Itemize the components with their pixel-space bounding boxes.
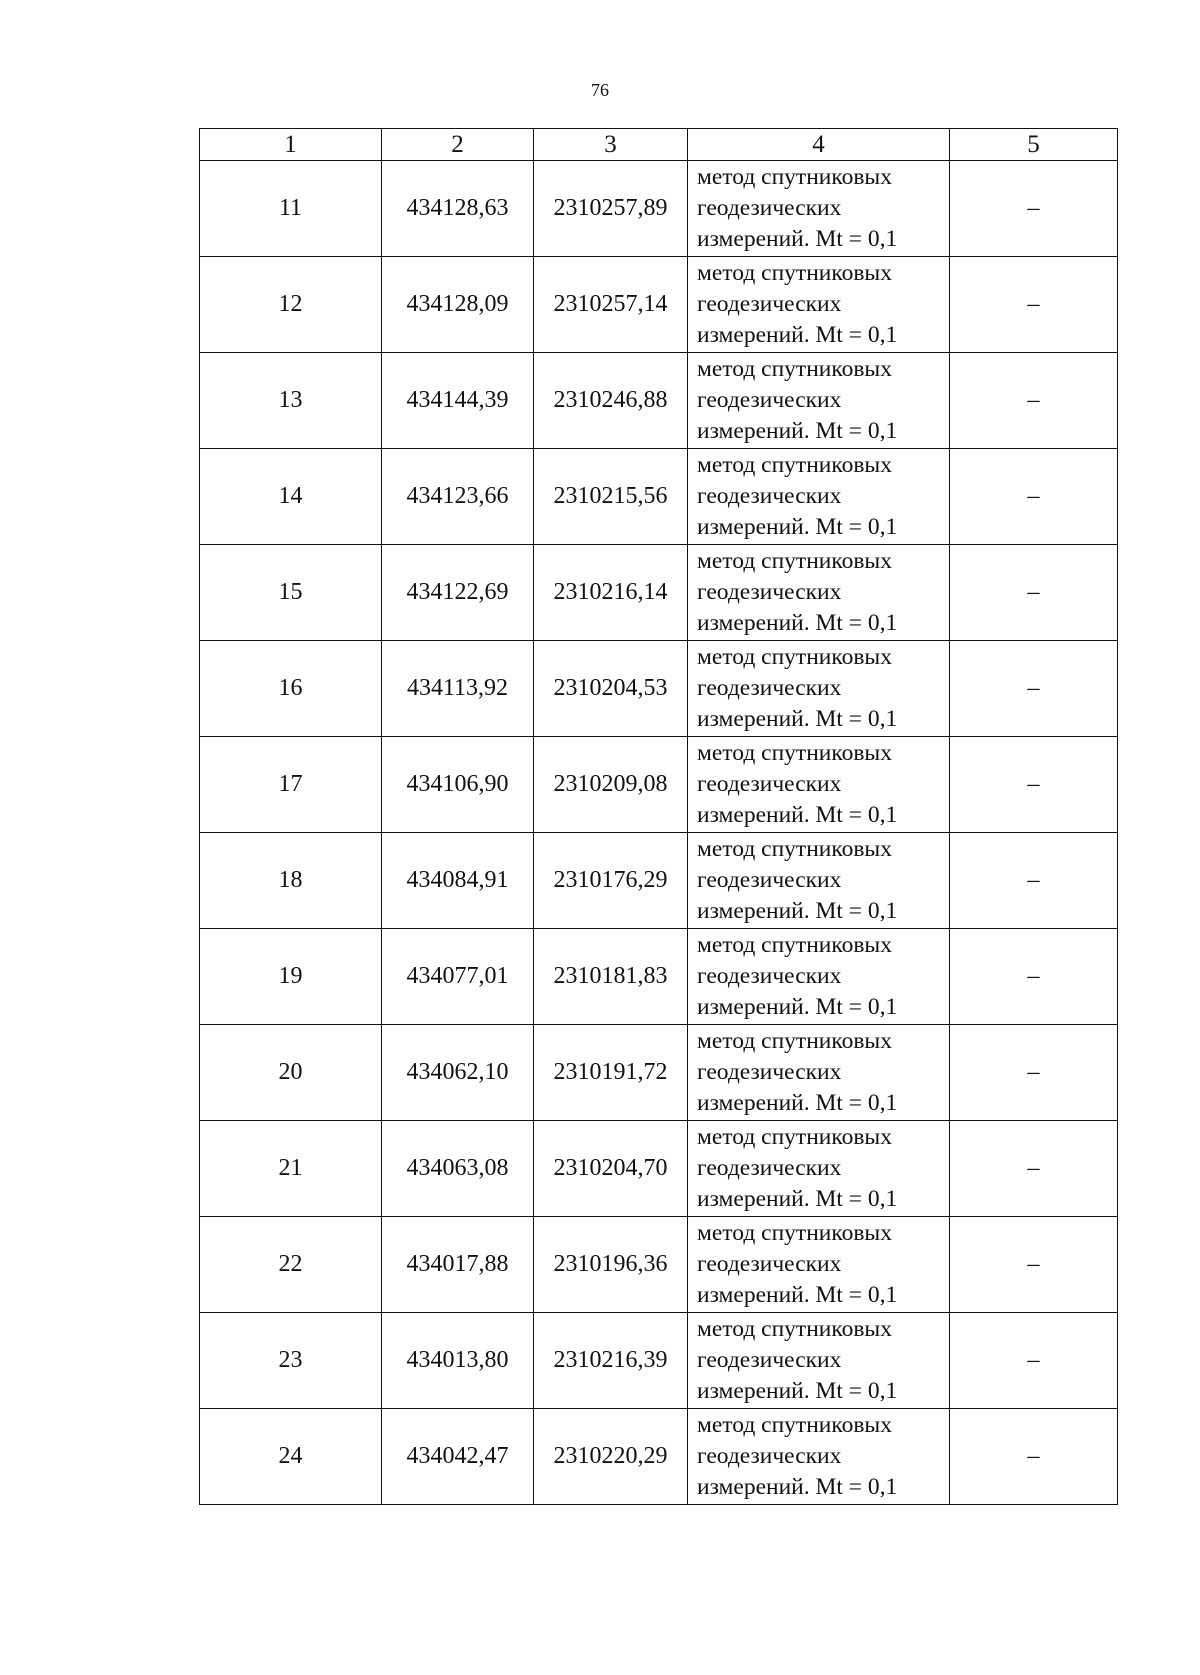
method-line: измерений. Mt = 0,1 [697,1378,898,1404]
method-line: метод спутниковых [697,1028,892,1054]
point-number-cell: 24 [200,1409,382,1505]
method-line: метод спутниковых [697,164,892,190]
x-coordinate-cell: 434042,47 [382,1409,534,1505]
x-coordinate-cell: 434128,09 [382,257,534,353]
column-header-5: 5 [950,129,1118,161]
method-line: метод спутниковых [697,452,892,478]
table-row [200,1025,1118,1121]
y-coordinate-cell: 2310216,14 [534,545,688,641]
method-cell [688,161,950,257]
note-cell: – [950,1409,1118,1505]
y-coordinate-cell: 2310257,89 [534,161,688,257]
column-header-2: 2 [382,129,534,161]
x-coordinate-cell: 434106,90 [382,737,534,833]
note-cell: – [950,545,1118,641]
method-line: геодезических [697,675,842,701]
point-number-cell: 19 [200,929,382,1025]
coordinates-table [199,128,1118,1505]
x-coordinate-cell: 434122,69 [382,545,534,641]
point-number-cell: 16 [200,641,382,737]
x-coordinate-cell: 434113,92 [382,641,534,737]
table-row [200,1121,1118,1217]
table-row [200,929,1118,1025]
method-cell [688,257,950,353]
note-cell: – [950,161,1118,257]
note-cell: – [950,1025,1118,1121]
note-cell: – [950,1313,1118,1409]
method-line: метод спутниковых [697,740,892,766]
x-coordinate-cell: 434077,01 [382,929,534,1025]
method-line: метод спутниковых [697,644,892,670]
point-number-cell: 23 [200,1313,382,1409]
point-number-cell: 15 [200,545,382,641]
table-body [200,161,1118,1505]
method-line: измерений. Mt = 0,1 [697,418,898,444]
note-cell: – [950,257,1118,353]
y-coordinate-cell: 2310220,29 [534,1409,688,1505]
method-line: метод спутниковых [697,356,892,382]
y-coordinate-cell: 2310176,29 [534,833,688,929]
point-number-cell: 18 [200,833,382,929]
y-coordinate-cell: 2310215,56 [534,449,688,545]
table-row [200,449,1118,545]
method-line: геодезических [697,771,842,797]
point-number-cell: 13 [200,353,382,449]
y-coordinate-cell: 2310246,88 [534,353,688,449]
method-line: геодезических [697,963,842,989]
method-line: геодезических [697,1347,842,1373]
method-line: измерений. Mt = 0,1 [697,1090,898,1116]
y-coordinate-cell: 2310181,83 [534,929,688,1025]
method-line: метод спутниковых [697,1316,892,1342]
method-line: метод спутниковых [697,1124,892,1150]
column-header-1: 1 [200,129,382,161]
note-cell: – [950,1121,1118,1217]
note-cell: – [950,641,1118,737]
method-line: геодезических [697,867,842,893]
method-line: геодезических [697,387,842,413]
column-header-4: 4 [688,129,950,161]
note-cell: – [950,929,1118,1025]
x-coordinate-cell: 434063,08 [382,1121,534,1217]
y-coordinate-cell: 2310204,70 [534,1121,688,1217]
method-line: геодезических [697,1251,842,1277]
x-coordinate-cell: 434123,66 [382,449,534,545]
point-number-cell: 11 [200,161,382,257]
note-cell: – [950,449,1118,545]
method-line: геодезических [697,291,842,317]
table-row [200,737,1118,833]
x-coordinate-cell: 434062,10 [382,1025,534,1121]
method-cell [688,737,950,833]
method-line: измерений. Mt = 0,1 [697,1282,898,1308]
table-row [200,353,1118,449]
method-line: метод спутниковых [697,260,892,286]
table-row [200,1409,1118,1505]
header-row [200,129,1118,161]
y-coordinate-cell: 2310191,72 [534,1025,688,1121]
table-row [200,161,1118,257]
x-coordinate-cell: 434084,91 [382,833,534,929]
note-cell: – [950,1217,1118,1313]
method-line: метод спутниковых [697,548,892,574]
x-coordinate-cell: 434017,88 [382,1217,534,1313]
table-row [200,833,1118,929]
table-row [200,257,1118,353]
method-line: метод спутниковых [697,836,892,862]
method-line: измерений. Mt = 0,1 [697,706,898,732]
method-line: геодезических [697,1059,842,1085]
method-cell [688,449,950,545]
method-line: измерений. Mt = 0,1 [697,1474,898,1500]
method-line: геодезических [697,1443,842,1469]
method-line: геодезических [697,483,842,509]
method-line: измерений. Mt = 0,1 [697,994,898,1020]
x-coordinate-cell: 434144,39 [382,353,534,449]
method-cell [688,641,950,737]
method-line: геодезических [697,579,842,605]
method-cell [688,1025,950,1121]
method-line: измерений. Mt = 0,1 [697,610,898,636]
method-cell [688,353,950,449]
table-row [200,545,1118,641]
method-cell [688,1313,950,1409]
table-row [200,641,1118,737]
method-line: метод спутниковых [697,1220,892,1246]
y-coordinate-cell: 2310257,14 [534,257,688,353]
point-number-cell: 17 [200,737,382,833]
method-line: метод спутниковых [697,1412,892,1438]
method-line: метод спутниковых [697,932,892,958]
note-cell: – [950,833,1118,929]
note-cell: – [950,737,1118,833]
method-line: измерений. Mt = 0,1 [697,898,898,924]
method-cell [688,1217,950,1313]
method-cell [688,1121,950,1217]
x-coordinate-cell: 434013,80 [382,1313,534,1409]
point-number-cell: 20 [200,1025,382,1121]
method-line: измерений. Mt = 0,1 [697,226,898,252]
x-coordinate-cell: 434128,63 [382,161,534,257]
note-cell: – [950,353,1118,449]
method-cell [688,929,950,1025]
table-row [200,1217,1118,1313]
y-coordinate-cell: 2310209,08 [534,737,688,833]
method-line: геодезических [697,195,842,221]
y-coordinate-cell: 2310204,53 [534,641,688,737]
column-header-3: 3 [534,129,688,161]
method-line: измерений. Mt = 0,1 [697,322,898,348]
point-number-cell: 21 [200,1121,382,1217]
method-line: измерений. Mt = 0,1 [697,802,898,828]
method-line: измерений. Mt = 0,1 [697,1186,898,1212]
page-number: 76 [591,80,609,100]
table-row [200,1313,1118,1409]
method-cell [688,545,950,641]
method-cell [688,1409,950,1505]
y-coordinate-cell: 2310196,36 [534,1217,688,1313]
point-number-cell: 22 [200,1217,382,1313]
point-number-cell: 14 [200,449,382,545]
method-line: измерений. Mt = 0,1 [697,514,898,540]
method-line: геодезических [697,1155,842,1181]
point-number-cell: 12 [200,257,382,353]
method-cell [688,833,950,929]
y-coordinate-cell: 2310216,39 [534,1313,688,1409]
